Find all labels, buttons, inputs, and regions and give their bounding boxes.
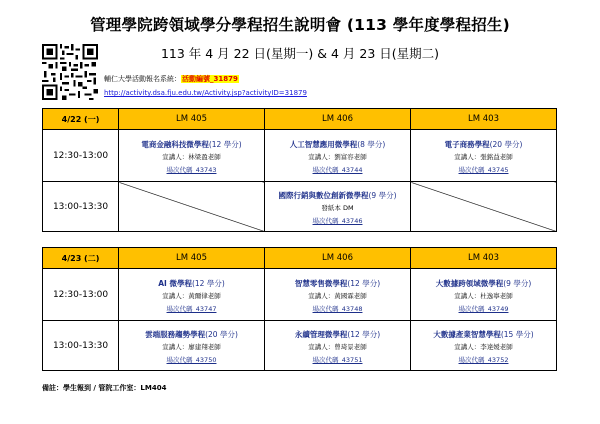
room-label: LM 403 bbox=[411, 109, 557, 130]
room-label: LM 405 bbox=[119, 248, 265, 269]
speaker: 宣講人：李達媛老師 bbox=[454, 342, 513, 351]
time-slot-row bbox=[43, 130, 557, 182]
program-credits: (15 學分) bbox=[500, 329, 534, 339]
empty-session-cell bbox=[119, 182, 265, 232]
session-code-link[interactable]: 場次代碼_43746 bbox=[312, 216, 363, 225]
time-slot-row bbox=[43, 269, 557, 321]
program-name: 電子商務學程 bbox=[444, 139, 490, 149]
session-code-link[interactable]: 場次代碼_43744 bbox=[312, 165, 363, 174]
program-name: 電商金融科技微學程 bbox=[141, 139, 209, 149]
session-code-link[interactable]: 場次代碼_43752 bbox=[458, 355, 509, 364]
speaker: 宣講人：黃爾律老師 bbox=[162, 291, 221, 300]
program-credits: (9 學分) bbox=[503, 278, 532, 288]
day-label: 4/22 (一) bbox=[43, 109, 119, 130]
time-slot: 12:30-13:00 bbox=[43, 130, 119, 182]
program-credits: (12 學分) bbox=[347, 329, 381, 339]
program-credits: (8 學分) bbox=[357, 139, 386, 149]
program-credits: (20 學分) bbox=[205, 329, 238, 339]
program-credits: (9 學分) bbox=[368, 190, 397, 200]
program-credits: (12 學分) bbox=[347, 278, 381, 288]
registration-link[interactable]: http://activity.dsa.fju.edu.tw/Activity.jsp?activityID=31879 bbox=[104, 89, 307, 97]
session-code-link[interactable]: 場次代碼_43750 bbox=[166, 355, 217, 364]
speaker: 發紙本 DM bbox=[321, 203, 354, 212]
program-credits: (12 學分) bbox=[191, 278, 225, 288]
time-slot: 12:30-13:00 bbox=[43, 269, 119, 321]
registration-label: 輔仁大學活動報名系統： bbox=[104, 75, 181, 83]
speaker: 宣講人：劉富容老師 bbox=[308, 152, 367, 161]
time-slot-row bbox=[43, 182, 557, 232]
session-code-link[interactable]: 場次代碼_43749 bbox=[458, 304, 509, 313]
session-cell bbox=[411, 130, 557, 182]
program-name: 大數據產業智慧學程 bbox=[433, 329, 501, 339]
program-name: 永續管理微學程 bbox=[294, 329, 348, 339]
speaker: 宣講人：黃國霖老師 bbox=[308, 291, 367, 300]
session-cell bbox=[265, 130, 411, 182]
day-header-row bbox=[43, 248, 557, 269]
event-dates: 113 年 4 月 22 日(星期一) & 4 月 23 日(星期二) bbox=[160, 46, 440, 61]
session-cell bbox=[119, 130, 265, 182]
room-label: LM 403 bbox=[411, 248, 557, 269]
session-code-link[interactable]: 場次代碼_43751 bbox=[312, 355, 363, 364]
program-credits: (12 學分) bbox=[208, 139, 242, 149]
session-cell bbox=[265, 321, 411, 371]
program-name: 國際行銷與數位創新微學程 bbox=[278, 190, 369, 200]
program-name: 雲端服務趨勢學程 bbox=[145, 329, 206, 339]
session-cell bbox=[411, 321, 557, 371]
session-cell bbox=[119, 321, 265, 371]
session-cell bbox=[265, 182, 411, 232]
program-name: 大數據跨領域微學程 bbox=[435, 278, 504, 288]
time-slot-row bbox=[43, 321, 557, 371]
speaker: 宣講人：林梁盈老師 bbox=[162, 152, 221, 161]
speaker: 宣講人：廖建翔老師 bbox=[162, 342, 221, 351]
session-code-link[interactable]: 場次代碼_43743 bbox=[166, 165, 217, 174]
registration-info bbox=[104, 74, 239, 84]
time-slot: 13:00-13:30 bbox=[43, 321, 119, 371]
session-cell bbox=[265, 269, 411, 321]
session-cell bbox=[411, 269, 557, 321]
schedule-table-day2 bbox=[42, 247, 557, 371]
speaker: 宣講人：張銘益老師 bbox=[454, 152, 513, 161]
day-header-row bbox=[43, 109, 557, 130]
speaker: 宣講人：曾琦景老師 bbox=[308, 342, 367, 351]
session-code-link[interactable]: 場次代碼_43748 bbox=[312, 304, 363, 313]
activity-code: 活動編號_31879 bbox=[182, 75, 238, 83]
program-name: AI 微學程 bbox=[158, 278, 192, 288]
program-name: 人工智慧應用微學程 bbox=[289, 139, 358, 149]
program-name: 智慧零售微學程 bbox=[294, 278, 348, 288]
time-slot: 13:00-13:30 bbox=[43, 182, 119, 232]
day-label: 4/23 (二) bbox=[43, 248, 119, 269]
qr-code-icon[interactable] bbox=[42, 44, 98, 100]
session-code-link[interactable]: 場次代碼_43745 bbox=[458, 165, 509, 174]
room-label: LM 406 bbox=[265, 109, 411, 130]
schedule-table-day1 bbox=[42, 108, 557, 232]
room-label: LM 406 bbox=[265, 248, 411, 269]
footer-note: 備註：學生報到 / 管院工作室：LM404 bbox=[42, 384, 167, 392]
empty-session-cell bbox=[411, 182, 557, 232]
session-code-link[interactable]: 場次代碼_43747 bbox=[166, 304, 217, 313]
session-cell bbox=[119, 269, 265, 321]
room-label: LM 405 bbox=[119, 109, 265, 130]
speaker: 宣講人：杜逸寧老師 bbox=[454, 291, 513, 300]
page-title: 管理學院跨領域學分學程招生說明會 (113 學年度學程招生) bbox=[90, 16, 510, 34]
program-credits: (20 學分) bbox=[489, 139, 523, 149]
